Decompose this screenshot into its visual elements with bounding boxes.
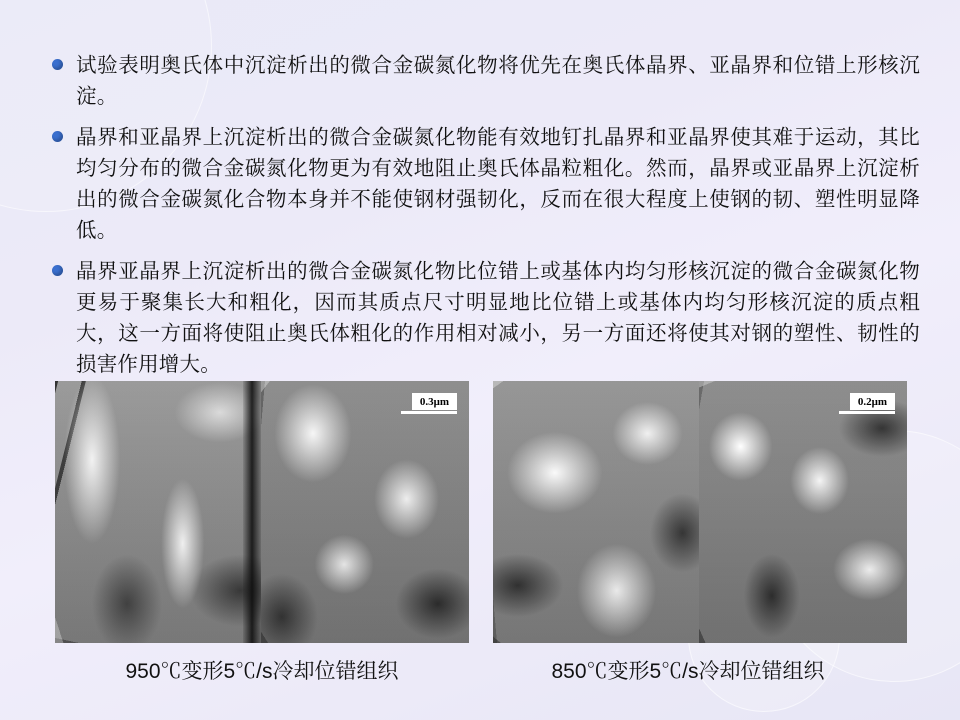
bullet-item: [52, 122, 920, 246]
figure-group-left: [55, 381, 469, 643]
micrograph-dark-band: [243, 381, 261, 643]
scale-bar-label: 0.3μm: [412, 393, 457, 410]
scale-bar-line: [839, 411, 895, 414]
figure-caption-right: 850℃变形5℃/s冷却位错组织: [551, 660, 825, 683]
bullet-marker-icon: [52, 59, 63, 70]
scale-bar-line: [401, 411, 457, 414]
figure-group-right: [493, 381, 907, 643]
bullet-item: [52, 50, 920, 112]
bullet-marker-icon: [52, 265, 63, 276]
bullet-list: [52, 50, 920, 390]
micrograph-image: [493, 381, 699, 643]
scale-bar-label: 0.2μm: [850, 393, 895, 410]
bullet-text: 晶界亚晶界上沉淀析出的微合金碳氮化物比位错上或基体内均匀形核沉淀的微合金碳氮化物更易于聚集长大和粗化，因而其质点尺寸明显地比位错上或基体内均匀形核沉淀的质点粗大，这一方面将使阻止奥氏体粗化的作用相对减小，另一方面还将使其对钢的塑性、韧性的损害作用增大。: [76, 260, 920, 376]
micrograph-image: [55, 381, 261, 643]
micrograph-image: [699, 381, 907, 643]
bullet-text: 试验表明奥氏体中沉淀析出的微合金碳氮化物将优先在奥氏体晶界、亚晶界和位错上形核沉淀。: [76, 54, 920, 108]
bullet-marker-icon: [52, 131, 63, 142]
figure-caption-left: 950℃变形5℃/s冷却位错组织: [125, 660, 399, 683]
bullet-text: 晶界和亚晶界上沉淀析出的微合金碳氮化物能有效地钉扎晶界和亚晶界使其难于运动，其比均匀分布的微合金碳氮化物更为有效地阻止奥氏体晶粒粗化。然而，晶界或亚晶界上沉淀析出的微合金碳氮化合物本身并不能使钢材强韧化，反而在很大程度上使钢的韧、塑性明显降低。: [76, 126, 920, 242]
caption-row: [55, 655, 907, 685]
bullet-item: [52, 256, 920, 380]
figure-row: [55, 381, 907, 643]
micrograph-image: [261, 381, 469, 643]
